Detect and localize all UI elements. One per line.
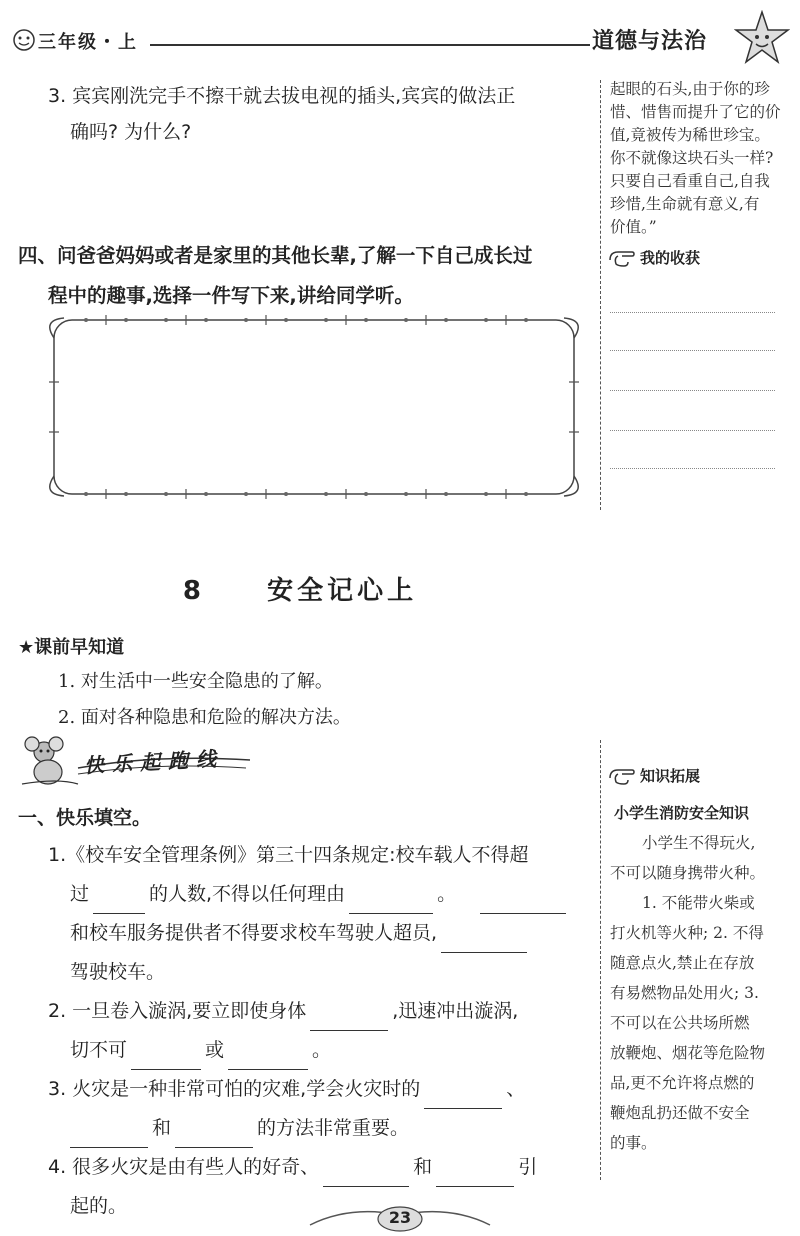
list-item: 1. 对生活中一些安全隐患的了解。 bbox=[58, 671, 333, 692]
pointing-hand-icon bbox=[608, 246, 636, 268]
banner-label: 快乐起跑线 bbox=[83, 746, 225, 778]
harvest-heading bbox=[608, 246, 700, 268]
q2-text: 或 bbox=[205, 1039, 225, 1061]
q1-text: 过 bbox=[70, 883, 90, 905]
q4-line2: 起的。 bbox=[70, 1195, 128, 1217]
q4-text: 和 bbox=[413, 1156, 433, 1178]
preview-heading: ★课前早知道 bbox=[18, 637, 125, 658]
question-3 bbox=[48, 78, 515, 150]
knowledge-line: 打火机等火种; 2. 不得 bbox=[610, 924, 764, 942]
fill-blank[interactable] bbox=[480, 891, 566, 914]
knowledge-line: 有易燃物品处用火; 3. bbox=[610, 984, 759, 1002]
fill-blank[interactable] bbox=[323, 1164, 409, 1187]
fill-blank[interactable] bbox=[93, 891, 145, 914]
fill-blank[interactable] bbox=[436, 1164, 514, 1187]
story-line: 起眼的石头,由于你的珍 bbox=[610, 80, 770, 98]
knowledge-heading-label: 知识拓展 bbox=[640, 766, 701, 785]
decorative-writing-frame[interactable] bbox=[46, 312, 582, 502]
harvest-line[interactable] bbox=[610, 430, 775, 431]
story-line: 惜、惜售而提升了它的价 bbox=[610, 103, 781, 121]
q4-line1 bbox=[48, 1148, 593, 1187]
q1-line4: 驾驶校车。 bbox=[70, 961, 166, 983]
knowledge-line: 的事。 bbox=[610, 1134, 657, 1152]
q1-text: 。 bbox=[437, 883, 457, 905]
q2-text: 2. 一旦卷入漩涡,要立即使身体 bbox=[48, 1000, 307, 1022]
q2-line2 bbox=[48, 1031, 593, 1070]
section-4 bbox=[18, 236, 532, 316]
q2-text: 切不可 bbox=[70, 1039, 128, 1061]
story-line: 只要自己看重自己,自我 bbox=[610, 172, 770, 190]
lesson-title bbox=[0, 570, 600, 607]
fill-blank[interactable] bbox=[349, 891, 433, 914]
section-4-line1: 四、问爸爸妈妈或者是家里的其他长辈,了解一下自己成长过 bbox=[18, 244, 533, 267]
lesson-title-text: 安全记心上 bbox=[267, 576, 418, 606]
fill-blank[interactable] bbox=[310, 1008, 388, 1031]
q1-line1: 1.《校车安全管理条例》第三十四条规定:校车载人不得超 bbox=[48, 844, 529, 866]
fill-blank[interactable] bbox=[441, 930, 527, 953]
q2-text: ,迅速冲出漩涡, bbox=[392, 1000, 519, 1022]
q3-line1 bbox=[48, 1070, 593, 1109]
knowledge-heading bbox=[608, 764, 700, 786]
subject-label: 道德与法治 bbox=[592, 29, 708, 54]
knowledge-line: 不可以在公共场所燃 bbox=[610, 1014, 750, 1032]
harvest-line[interactable] bbox=[610, 390, 775, 391]
story-line: 珍惜,生命就有意义,有 bbox=[610, 195, 760, 213]
knowledge-line: 小学生不得玩火, bbox=[642, 834, 756, 852]
star-mascot-icon bbox=[734, 10, 790, 66]
harvest-line[interactable] bbox=[610, 350, 775, 351]
page-footer bbox=[300, 1195, 500, 1236]
fill-blank[interactable] bbox=[424, 1086, 502, 1109]
harvest-line[interactable] bbox=[610, 468, 775, 469]
harvest-line[interactable] bbox=[610, 312, 775, 313]
page-header bbox=[0, 0, 800, 70]
mascot-small-icon bbox=[10, 24, 38, 52]
q4-text: 引 bbox=[518, 1156, 538, 1178]
q1-text: 和校车服务提供者不得要求校车驾驶人超员, bbox=[70, 922, 438, 944]
list-item: 2. 面对各种隐患和危险的解决方法。 bbox=[58, 707, 351, 728]
knowledge-subheading: 小学生消防安全知识 bbox=[614, 804, 750, 822]
section-4-line2: 程中的趣事,选择一件写下来,讲给同学听。 bbox=[48, 284, 414, 307]
fill-blank[interactable] bbox=[131, 1047, 201, 1070]
harvest-heading-label: 我的收获 bbox=[640, 248, 701, 267]
sidebar-divider-bottom bbox=[600, 740, 601, 1180]
sidebar-story bbox=[610, 78, 790, 239]
q3-text: 的方法非常重要。 bbox=[257, 1117, 410, 1139]
q1-text: 的人数,不得以任何理由 bbox=[149, 883, 346, 905]
section-1-questions bbox=[48, 836, 593, 1226]
q2-text: 。 bbox=[312, 1039, 332, 1061]
q2-line1 bbox=[48, 992, 593, 1031]
q1-line3 bbox=[48, 914, 593, 953]
knowledge-line: 品,更不允许将点燃的 bbox=[610, 1074, 755, 1092]
q3-line2 bbox=[48, 1109, 593, 1148]
question-3-line1: 3. 宾宾刚洗完手不擦干就去拔电视的插头,宾宾的做法正 bbox=[48, 85, 516, 107]
knowledge-line: 不可以随身携带火种。 bbox=[610, 864, 766, 882]
lesson-number: 8 bbox=[182, 576, 205, 606]
sidebar-divider-top bbox=[600, 80, 601, 510]
knowledge-body bbox=[610, 828, 790, 1158]
q3-text: 和 bbox=[152, 1117, 172, 1139]
story-line: 价值。” bbox=[610, 218, 657, 236]
preview-list bbox=[58, 664, 351, 736]
knowledge-line: 放鞭炮、烟花等危险物 bbox=[610, 1044, 766, 1062]
q4-text: 4. 很多火灾是由有些人的好奇、 bbox=[48, 1156, 320, 1178]
story-line: 你不就像这块石头一样? bbox=[610, 149, 774, 167]
question-3-line2: 确吗? 为什么? bbox=[70, 121, 192, 143]
fill-blank[interactable] bbox=[228, 1047, 308, 1070]
q3-text: 3. 火灾是一种非常可怕的灾难,学会火灾时的 bbox=[48, 1078, 421, 1100]
knowledge-line: 鞭炮乱扔还做不安全 bbox=[610, 1104, 750, 1122]
knowledge-line: 随意点火,禁止在存放 bbox=[610, 954, 755, 972]
section-1-heading: 一、快乐填空。 bbox=[18, 807, 152, 829]
header-rule bbox=[150, 44, 590, 46]
q3-text: 、 bbox=[506, 1078, 526, 1100]
pointing-hand-icon bbox=[608, 764, 636, 786]
fill-blank[interactable] bbox=[70, 1125, 148, 1148]
mouse-mascot-icon bbox=[22, 737, 78, 784]
story-line: 值,竟被传为稀世珍宝。 bbox=[610, 126, 770, 144]
fill-blank[interactable] bbox=[175, 1125, 253, 1148]
knowledge-line: 1. 不能带火柴或 bbox=[642, 894, 755, 912]
page-number: 23 bbox=[388, 1208, 412, 1227]
q1-line2 bbox=[48, 875, 593, 914]
grade-label: 三年级・上 bbox=[38, 32, 138, 53]
